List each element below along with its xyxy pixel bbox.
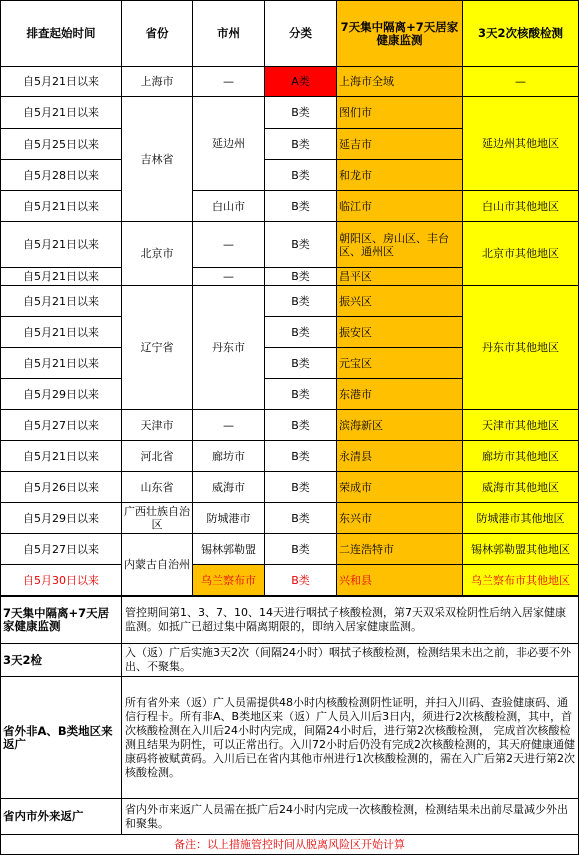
category-cell: B类 <box>265 534 337 565</box>
city-cell: 延边州 <box>193 97 265 191</box>
city-cell: — <box>193 410 265 441</box>
testing-area-cell: 威海市其他地区 <box>463 472 579 503</box>
table-row <box>1 191 579 222</box>
category-cell: A类 <box>265 67 337 97</box>
province-cell: 山东省 <box>122 472 193 503</box>
city-cell: 威海市 <box>193 472 265 503</box>
header-row <box>1 1 579 67</box>
footer-note: 备注：以上措施管控时间从脱离风险区开始计算 <box>1 835 579 855</box>
start-date-cell: 自5月21日以来 <box>1 441 122 472</box>
start-date-cell: 自5月21日以来 <box>1 268 122 286</box>
isolation-area-cell: 兴和县 <box>337 565 463 596</box>
isolation-area-cell: 图们市 <box>337 97 463 129</box>
note-row-3d2t <box>1 644 579 677</box>
start-date-cell: 自5月29日以来 <box>1 379 122 410</box>
header-start-date: 排查起始时间 <box>1 1 122 67</box>
table-row <box>1 222 579 268</box>
isolation-area-cell: 东兴市 <box>337 503 463 534</box>
category-cell: B类 <box>265 222 337 268</box>
isolation-area-cell: 荣成市 <box>337 472 463 503</box>
table-row <box>1 565 579 596</box>
note-label: 省外非A、B类地区来返广 <box>1 677 122 799</box>
province-cell: 河北省 <box>122 441 193 472</box>
note-text: 所有省外来（返）广人员需提供48小时内核酸检测阴性证明，并扫入川码、查验健康码、通信行程卡。所有非A、B类地区来（返）广人员入川后3日内，须进行2次核酸检测，其中，首次核酸检测在入川后24小时内完成，间隔24小时后，进行第2次核酸检测， 完成首次核酸检测且结果为阴性，可以正常出行。入川72小时后仍没有完成2次核酸检测的，其天府健康通健康码将被赋黄码。入川后已在省内其他市州进行1次核酸检测的，需在入广后第2天进行第2次核酸检测。 <box>122 677 579 799</box>
category-cell: B类 <box>265 286 337 317</box>
note-row-out-of-province <box>1 677 579 799</box>
note-text: 入（返）广后实施3天2次（间隔24小时）咽拭子核酸检测，检测结果未出之前，非必要不外出、不聚集。 <box>122 644 579 677</box>
city-cell: — <box>193 268 265 286</box>
testing-area-cell: 防城港市其他地区 <box>463 503 579 534</box>
category-cell: B类 <box>265 191 337 222</box>
city-cell: — <box>193 67 265 97</box>
category-cell: B类 <box>265 268 337 286</box>
isolation-area-cell: 临江市 <box>337 191 463 222</box>
isolation-area-cell: 滨海新区 <box>337 410 463 441</box>
note-label: 省内市外来返广 <box>1 799 122 835</box>
category-cell: B类 <box>265 348 337 379</box>
category-cell: B类 <box>265 317 337 348</box>
table-row <box>1 410 579 441</box>
testing-area-cell: 延边州其他地区 <box>463 97 579 191</box>
isolation-area-cell: 二连浩特市 <box>337 534 463 565</box>
table-row <box>1 534 579 565</box>
isolation-area-cell: 昌平区 <box>337 268 463 286</box>
city-cell: 防城港市 <box>193 503 265 534</box>
table-row <box>1 503 579 534</box>
measures-notes-table <box>0 596 579 855</box>
isolation-area-cell: 永清县 <box>337 441 463 472</box>
start-date-cell: 自5月29日以来 <box>1 503 122 534</box>
province-cell: 天津市 <box>122 410 193 441</box>
province-cell: 广西壮族自治区 <box>122 503 193 534</box>
start-date-cell: 自5月21日以来 <box>1 67 122 97</box>
table-row <box>1 286 579 317</box>
start-date-cell: 自5月25日以来 <box>1 129 122 160</box>
start-date-cell: 自5月26日以来 <box>1 472 122 503</box>
category-cell: B类 <box>265 565 337 596</box>
start-date-cell: 自5月27日以来 <box>1 410 122 441</box>
testing-area-cell: 白山市其他地区 <box>463 191 579 222</box>
category-cell: B类 <box>265 441 337 472</box>
note-text: 省内外市来返广人员需在抵广后24小时内完成一次核酸检测，检测结果未出前尽量减少外出和聚集。 <box>122 799 579 835</box>
start-date-cell: 自5月30日以来 <box>1 565 122 596</box>
table-row <box>1 472 579 503</box>
start-date-cell: 自5月28日以来 <box>1 160 122 191</box>
isolation-area-cell: 延吉市 <box>337 129 463 160</box>
isolation-area-cell: 和龙市 <box>337 160 463 191</box>
city-cell: 锡林郭勒盟 <box>193 534 265 565</box>
city-cell: 丹东市 <box>193 286 265 410</box>
table-row <box>1 67 579 97</box>
city-cell: — <box>193 222 265 268</box>
isolation-area-cell: 东港市 <box>337 379 463 410</box>
testing-area-cell: 丹东市其他地区 <box>463 286 579 410</box>
city-cell: 白山市 <box>193 191 265 222</box>
header-category: 分类 <box>265 1 337 67</box>
isolation-area-cell: 振兴区 <box>337 286 463 317</box>
testing-area-cell: 北京市其他地区 <box>463 222 579 286</box>
testing-area-cell: 廊坊市其他地区 <box>463 441 579 472</box>
start-date-cell: 自5月27日以来 <box>1 534 122 565</box>
start-date-cell: 自5月21日以来 <box>1 191 122 222</box>
note-text: 管控期间第1、3、7、10、14天进行咽拭子核酸检测，第7天双采双检阴性后纳入居家健康监测。如抵广已超过集中隔离期限的，即纳入居家健康监测。 <box>122 597 579 644</box>
isolation-area-cell: 朝阳区、房山区、丰台区、通州区 <box>337 222 463 268</box>
isolation-area-cell: 元宝区 <box>337 348 463 379</box>
note-row-in-province <box>1 799 579 835</box>
isolation-area-cell: 振安区 <box>337 317 463 348</box>
province-cell: 上海市 <box>122 67 193 97</box>
province-cell: 内蒙古自治州 <box>122 534 193 596</box>
category-cell: B类 <box>265 472 337 503</box>
start-date-cell: 自5月21日以来 <box>1 222 122 268</box>
start-date-cell: 自5月21日以来 <box>1 348 122 379</box>
category-cell: B类 <box>265 410 337 441</box>
header-testing: 3天2次核酸检测 <box>463 1 579 67</box>
table-row <box>1 97 579 129</box>
province-cell: 辽宁省 <box>122 286 193 410</box>
testing-area-cell: 锡林郭勒盟其他地区 <box>463 534 579 565</box>
category-cell: B类 <box>265 160 337 191</box>
note-row-isolation <box>1 597 579 644</box>
category-cell: B类 <box>265 503 337 534</box>
category-cell: B类 <box>265 129 337 160</box>
isolation-area-cell: 上海市全域 <box>337 67 463 97</box>
start-date-cell: 自5月21日以来 <box>1 317 122 348</box>
header-isolation: 7天集中隔离+7天居家健康监测 <box>337 1 463 67</box>
city-cell: 乌兰察布市 <box>193 565 265 596</box>
testing-area-cell: 天津市其他地区 <box>463 410 579 441</box>
category-cell: B类 <box>265 97 337 129</box>
note-label: 3天2检 <box>1 644 122 677</box>
category-cell: B类 <box>265 379 337 410</box>
header-city: 市州 <box>193 1 265 67</box>
testing-area-cell: — <box>463 67 579 97</box>
table-row <box>1 441 579 472</box>
province-cell: 吉林省 <box>122 97 193 222</box>
start-date-cell: 自5月21日以来 <box>1 97 122 129</box>
start-date-cell: 自5月21日以来 <box>1 286 122 317</box>
province-cell: 北京市 <box>122 222 193 286</box>
testing-area-cell: 乌兰察布市其他地区 <box>463 565 579 596</box>
note-label: 7天集中隔离+7天居家健康监测 <box>1 597 122 644</box>
city-cell: 廊坊市 <box>193 441 265 472</box>
header-province: 省份 <box>122 1 193 67</box>
footer-row <box>1 835 579 855</box>
